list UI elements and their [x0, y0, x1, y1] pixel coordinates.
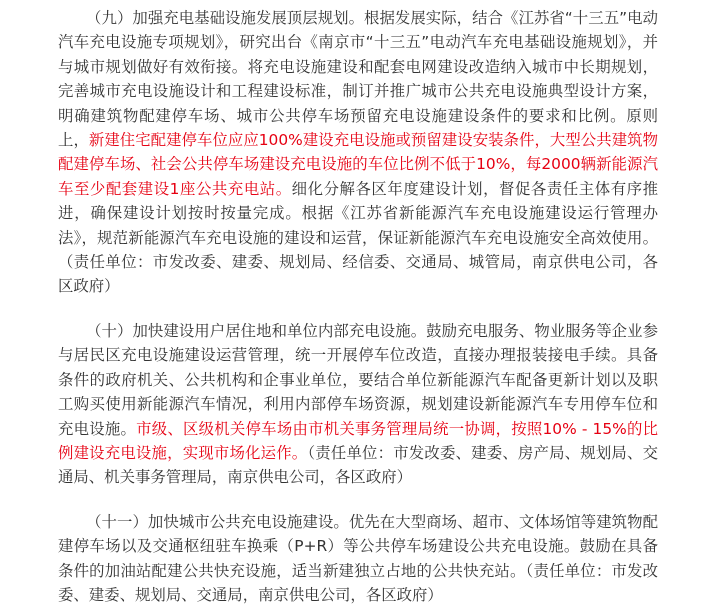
paragraph-11-text-1: （十一）加快城市公共充电设施建设。优先在大型商场、超市、文体场馆等建筑物配建停车场以及交通枢纽驻车换乘（P+R）等公共停车场建设公共充电设施。鼓励在具备条件的加油站配建公共快充设施，适当新建独立占地的公共快充站。（责任单位：市发改委、建委、规划局、交通局，南京供电公司，各区政府） — [58, 512, 658, 604]
paragraph-9 — [58, 6, 658, 299]
paragraph-10-highlight: 市级、区级机关停车场由市机关事务管理局统一协调，按照10% - 15%的比例建设充电设施，实现市场化运作。 — [58, 419, 658, 462]
paragraph-10 — [58, 319, 658, 490]
paragraph-11 — [58, 510, 658, 608]
paragraph-9-highlight: 新建住宅配建停车位应应100%建设充电设施或预留建设安装条件，大型公共建筑物配建停车场、社会公共停车场建设充电设施的车位比例不低于10%，每2000辆新能源汽车至少配套建设1座公共充电站。 — [58, 131, 658, 198]
paragraph-9-text-1: （九）加强充电基础设施发展顶层规划。根据发展实际，结合《江苏省“十三五”电动汽车充电设施专项规划》，研究出台《南京市“十三五”电动汽车充电基础设施规划》，并与城市规划做好有效衔接。将充电设施建设和配套电网建设改造纳入城市中长期规划，完善城市充电设施设计和工程建设标准，制订并推广城市公共充电设施典型设计方案，明确建筑物配建停车场、城市公共停车场预留充电设施建设条件的要求和比例。原则上， — [58, 9, 658, 150]
paragraph-10-text-2: （责任单位：市发改委、建委、房产局、规划局、交通局、机关事务管理局，南京供电公司，各区政府） — [58, 443, 658, 487]
paragraph-10-text-1: （十）加快建设用户居住地和单位内部充电设施。鼓励充电服务、物业服务等企业参与居民区充电设施建设运营管理，统一开展停车位改造，直接办理报装接电手续。具备条件的政府机关、公共机构和企事业单位，要结合单位新能源汽车配备更新计划以及职工购买使用新能源汽车情况，利用内部停车场资源，规划建设新能源汽车专用停车位和充电设施。 — [58, 321, 658, 438]
paragraph-9-text-2: 细化分解各区年度建设计划，督促各责任主体有序推进，确保建设计划按时按量完成。根据《江苏省新能源汽车充电设施建设运行管理办法》，规范新能源汽车充电设施的建设和运营，保证新能源汽车充电设施安全高效使用。（责任单位：市发改委、建委、规划局、经信委、交通局、城管局，南京供电公司，各区政府） — [58, 179, 658, 296]
